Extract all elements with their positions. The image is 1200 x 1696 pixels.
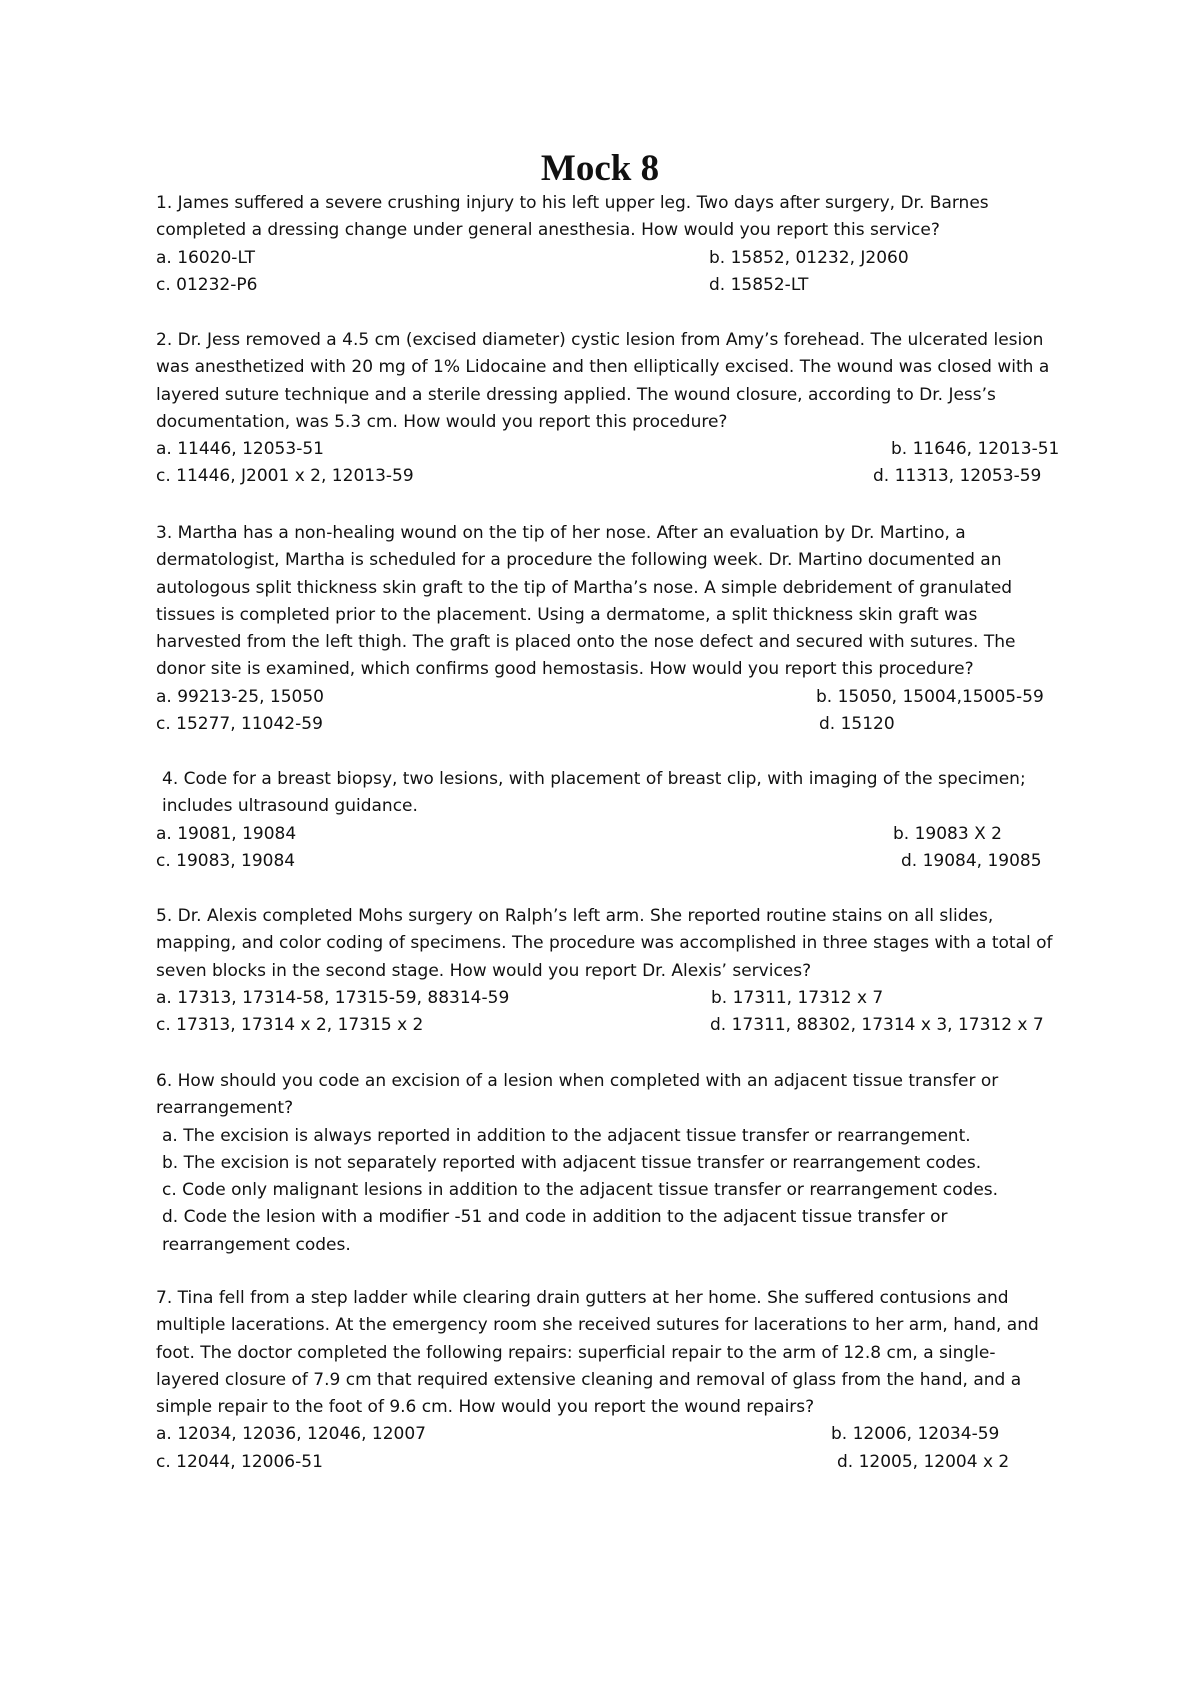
question-5 bbox=[156, 903, 1056, 1039]
question-2 bbox=[156, 327, 1060, 491]
option-d: d. 15120 bbox=[819, 714, 895, 735]
question-1 bbox=[156, 190, 1056, 299]
option-c: c. Code only malignant lesions in addition to the adjacent tissue transfer or rearrangement codes. bbox=[162, 1180, 999, 1201]
question-stem: Martha has a non-healing wound on the tip of her nose. After an evaluation by Dr. Martino, a dermatologist, Martha is scheduled for a procedure the following week. Dr. Martino documented an autologous split thickness skin graft to the tip of Martha’s nose. A simple debridement of granulated tissues is completed prior to the placement. Using a dermatome, a split thickness skin graft was harvested from the left thigh. The graft is placed onto the nose defect and secured with sutures. The donor site is examined, which confirms good hemostasis. How would you report this procedure? bbox=[156, 523, 1016, 680]
option-b: b. 15852, 01232, J2060 bbox=[709, 247, 909, 268]
page-title: Mock 8 bbox=[540, 148, 660, 189]
question-6 bbox=[156, 1068, 1056, 1259]
question-number: 3. bbox=[156, 523, 173, 543]
question-4 bbox=[156, 766, 1056, 875]
option-a: a. 12034, 12036, 12046, 12007 bbox=[156, 1424, 426, 1445]
option-c: c. 15277, 11042-59 bbox=[156, 714, 323, 735]
option-c: c. 11446, J2001 x 2, 12013-59 bbox=[156, 466, 414, 487]
option-a: a. 11446, 12053-51 bbox=[156, 439, 324, 460]
question-7 bbox=[156, 1285, 1056, 1476]
question-stem: Dr. Alexis completed Mohs surgery on Ralph’s left arm. She reported routine stains on all slides, mapping, and color coding of specimens. The procedure was accomplished in three stages with a total of seven blocks in the second stage. How would you report Dr. Alexis’ services? bbox=[156, 906, 1053, 981]
question-number: 4. bbox=[162, 769, 179, 789]
option-d: d. 12005, 12004 x 2 bbox=[837, 1451, 1010, 1472]
question-number: 7. bbox=[156, 1288, 173, 1308]
option-b: b. 11646, 12013-51 bbox=[891, 439, 1060, 460]
option-b: b. 12006, 12034-59 bbox=[831, 1424, 1000, 1445]
option-b: b. The excision is not separately reported with adjacent tissue transfer or rearrangement codes. bbox=[162, 1152, 982, 1173]
option-b: b. 19083 X 2 bbox=[893, 823, 1002, 844]
question-3 bbox=[156, 520, 1056, 738]
question-number: 2. bbox=[156, 330, 173, 350]
question-stem: How should you code an excision of a lesion when completed with an adjacent tissue transfer or rearrangement? bbox=[156, 1071, 999, 1119]
option-b: b. 17311, 17312 x 7 bbox=[711, 987, 884, 1008]
option-c: c. 17313, 17314 x 2, 17315 x 2 bbox=[156, 1015, 424, 1036]
option-a: a. The excision is always reported in addition to the adjacent tissue transfer or rearrangement. bbox=[162, 1125, 971, 1146]
option-d: d. Code the lesion with a modifier -51 and code in addition to the adjacent tissue transfer or rearrangement codes. bbox=[162, 1207, 948, 1255]
option-c: c. 12044, 12006-51 bbox=[156, 1451, 323, 1472]
question-stem: Dr. Jess removed a 4.5 cm (excised diameter) cystic lesion from Amy’s forehead. The ulcerated lesion was anesthetized with 20 mg of 1% Lidocaine and then elliptically excised. The wound was closed with a layered suture technique and a sterile dressing applied. The wound closure, according to Dr. Jess’s documentation, was 5.3 cm. How would you report this procedure? bbox=[156, 330, 1050, 432]
option-a: a. 19081, 19084 bbox=[156, 823, 297, 844]
option-d: d. 15852-LT bbox=[709, 274, 809, 295]
option-d: d. 17311, 88302, 17314 x 3, 17312 x 7 bbox=[710, 1015, 1044, 1036]
option-d: d. 19084, 19085 bbox=[901, 850, 1042, 871]
option-a: a. 16020-LT bbox=[156, 247, 255, 268]
question-stem: Code for a breast biopsy, two lesions, with placement of breast clip, with imaging of the specimen; includes ultrasound guidance. bbox=[162, 769, 1026, 817]
option-c: c. 19083, 19084 bbox=[156, 850, 296, 871]
question-number: 1. bbox=[156, 193, 173, 213]
option-d: d. 11313, 12053-59 bbox=[873, 466, 1042, 487]
question-stem: James suffered a severe crushing injury to his left upper leg. Two days after surgery, Dr. Barnes completed a dressing change under general anesthesia. How would you report this service? bbox=[156, 193, 989, 241]
option-a: a. 99213-25, 15050 bbox=[156, 686, 324, 707]
question-stem: Tina fell from a step ladder while clearing drain gutters at her home. She suffered contusions and multiple lacerations. At the emergency room she received sutures for lacerations to her arm, hand, and foot. The doctor completed the following repairs: superficial repair to the arm of 12.8 cm, a single-layered closure of 7.9 cm that required extensive cleaning and removal of glass from the hand, and a simple repair to the foot of 9.6 cm. How would you report the wound repairs? bbox=[156, 1288, 1039, 1418]
question-number: 5. bbox=[156, 906, 173, 926]
option-c: c. 01232-P6 bbox=[156, 274, 258, 295]
option-a: a. 17313, 17314-58, 17315-59, 88314-59 bbox=[156, 987, 510, 1008]
question-number: 6. bbox=[156, 1071, 173, 1091]
option-b: b. 15050, 15004,15005-59 bbox=[816, 686, 1044, 707]
